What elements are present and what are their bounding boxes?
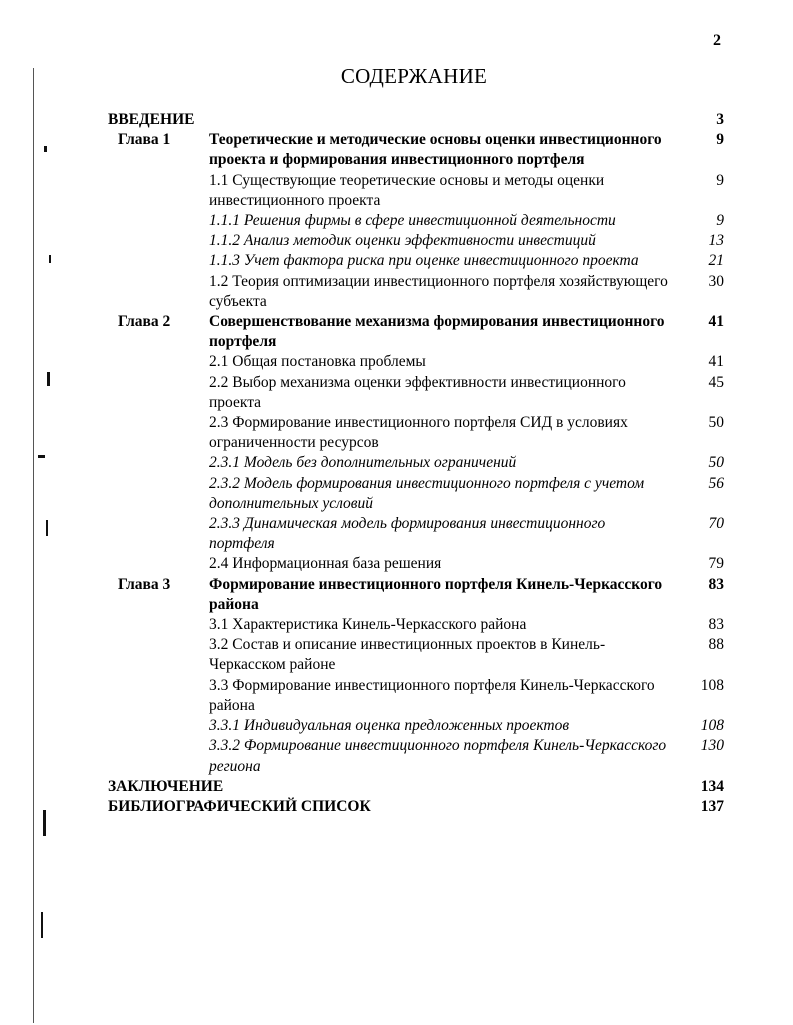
toc-entry-title: 3.3.1 Индивидуальная оценка предложенных проектов <box>209 717 570 735</box>
toc-entry <box>108 231 724 251</box>
scan-mark <box>43 810 46 836</box>
toc-entry <box>108 110 724 130</box>
toc-entry-title: 2.2 Выбор механизма оценки эффективности инвестиционного проекта <box>209 373 626 411</box>
toc-entry <box>108 716 724 736</box>
page-title: СОДЕРЖАНИЕ <box>340 64 488 88</box>
toc-entry <box>108 373 724 413</box>
toc-entry-page: 88 <box>708 636 724 654</box>
toc-entry <box>108 312 724 352</box>
toc-entry-title: 2.3.1 Модель без дополнительных ограничений <box>209 454 517 472</box>
toc-entry-title: Теоретические и методические основы оценки инвестиционного проекта и формирования инвестиционного портфеля <box>209 131 662 169</box>
scan-mark <box>49 255 51 263</box>
toc-entry <box>108 251 724 271</box>
scan-mark <box>41 912 43 938</box>
toc-entry <box>108 676 724 716</box>
toc-entry-title: 3.1 Характеристика Кинель-Черкасского района <box>209 616 527 634</box>
toc-entry <box>108 777 724 797</box>
toc-entry-page: 9 <box>716 212 724 230</box>
toc-entry-page: 70 <box>708 515 724 533</box>
toc-entry-title: 1.2 Теория оптимизации инвестиционного портфеля хозяйствующего субъекта <box>209 272 668 310</box>
toc-entry-page: 30 <box>708 272 724 290</box>
toc-entry-title: ВВЕДЕНИЕ <box>108 111 195 128</box>
toc-entry-page: 108 <box>700 676 724 694</box>
toc-entry-title: Совершенствование механизма формирования инвестиционного портфеля <box>209 313 665 351</box>
page-number: 2 <box>713 32 721 49</box>
toc-entry-title: БИБЛИОГРАФИЧЕСКИЙ СПИСОК <box>108 797 371 815</box>
toc-entry-title: 2.3.3 Динамическая модель формирования инвестиционного портфеля <box>209 515 606 553</box>
toc-entry-page: 21 <box>708 252 724 270</box>
toc-entry-title: Формирование инвестиционного портфеля Кинель-Черкасского района <box>209 575 663 613</box>
toc-entry-page: 83 <box>708 575 724 593</box>
toc-entry-page: 83 <box>708 616 724 634</box>
toc-entry-page: 13 <box>708 232 724 250</box>
toc-entry <box>108 211 724 231</box>
toc-entry <box>108 736 724 776</box>
toc-entry <box>108 272 724 312</box>
toc-entry-label: Глава 3 <box>118 575 171 593</box>
toc-entry <box>108 130 724 170</box>
toc-entry-title: 2.3 Формирование инвестиционного портфеля СИД в условиях ограниченности ресурсов <box>209 414 628 452</box>
toc-entry-page: 56 <box>708 474 724 492</box>
toc-entry-page: 50 <box>708 414 724 432</box>
toc-entry-page: 108 <box>700 717 724 735</box>
toc-entry-page: 41 <box>708 353 724 371</box>
scan-mark <box>38 455 45 458</box>
toc-entry-title: 1.1.2 Анализ методик оценки эффективности инвестиций <box>209 232 596 250</box>
toc-entry <box>108 575 724 615</box>
toc-entry <box>108 797 724 817</box>
toc-entry <box>108 474 724 514</box>
toc-entry-page: 134 <box>700 777 724 795</box>
toc-entry-title: 1.1 Существующие теоретические основы и методы оценки инвестиционного проекта <box>209 171 605 209</box>
toc-entry-title: 3.3.2 Формирование инвестиционного портфеля Кинель-Черкасского региона <box>209 737 667 775</box>
toc-entry-page: 41 <box>708 313 724 331</box>
toc-entry <box>108 635 724 675</box>
toc-entry-title: 3.2 Состав и описание инвестиционных проектов в Кинель-Черкасском районе <box>209 636 606 674</box>
toc-entry <box>108 453 724 473</box>
toc-entry <box>108 171 724 211</box>
toc-entry-label: Глава 1 <box>118 131 171 149</box>
toc-entry-page: 45 <box>708 373 724 391</box>
toc-entry-page: 9 <box>716 171 724 189</box>
toc-entry-page: 137 <box>700 797 724 815</box>
toc-entry-title: 2.1 Общая постановка проблемы <box>209 353 426 371</box>
toc-entry-title: 1.1.3 Учет фактора риска при оценке инвестиционного проекта <box>209 252 639 270</box>
toc-entry-title: 2.4 Информационная база решения <box>209 555 442 573</box>
toc-entry-label: Глава 2 <box>118 313 171 331</box>
toc-entry <box>108 514 724 554</box>
toc-entry-page: 9 <box>716 131 724 149</box>
toc-entry-page: 50 <box>708 454 724 472</box>
scan-mark <box>44 146 47 152</box>
toc-entry <box>108 615 724 635</box>
scan-margin-line <box>33 68 34 1023</box>
scan-mark <box>47 372 50 386</box>
toc-entry <box>108 352 724 372</box>
toc-entry-page: 130 <box>700 737 724 755</box>
toc-entry-page: 3 <box>716 111 724 128</box>
toc-entry-title: 3.3 Формирование инвестиционного портфеля Кинель-Черкасского района <box>209 676 655 714</box>
scan-mark <box>46 520 48 536</box>
toc-entry-page: 79 <box>708 555 724 573</box>
toc-entry-title: 1.1.1 Решения фирмы в сфере инвестиционной деятельности <box>209 212 616 230</box>
toc-entry <box>108 413 724 453</box>
toc-entry-title: ЗАКЛЮЧЕНИЕ <box>108 777 224 795</box>
toc-entry <box>108 554 724 574</box>
toc-entry-title: 2.3.2 Модель формирования инвестиционного портфеля с учетом дополнительных условий <box>209 474 645 512</box>
table-of-contents <box>108 110 724 817</box>
